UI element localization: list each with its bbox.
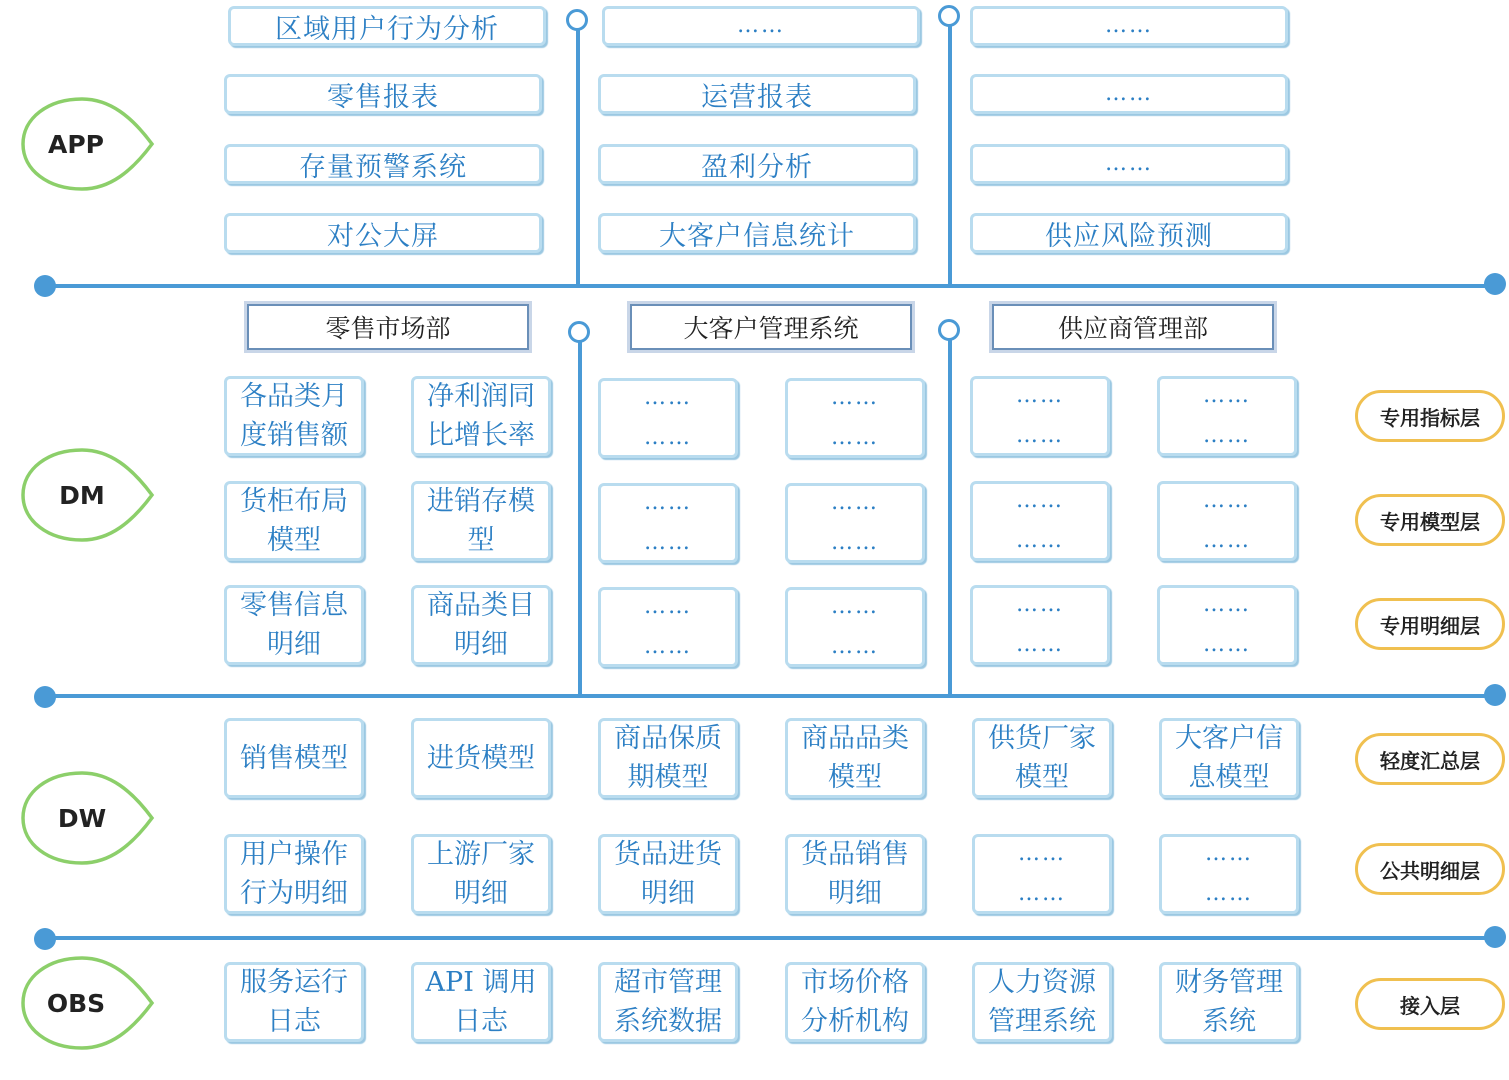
placeholder-text: ……	[644, 594, 692, 619]
dm-placeholder-box	[970, 585, 1110, 665]
dw-box: 供货厂家模型	[972, 718, 1112, 798]
separator-node	[568, 321, 590, 343]
dm-placeholder-box	[970, 376, 1110, 456]
placeholder-text: ……	[1016, 423, 1064, 448]
divider-node	[1484, 926, 1506, 948]
layer-badge-dw	[20, 770, 160, 866]
placeholder-text: ……	[831, 385, 879, 410]
app-box: 运营报表	[598, 74, 916, 114]
sublayer-label: 公共明细层	[1355, 843, 1505, 895]
divider-node	[1484, 684, 1506, 706]
dm-placeholder-box	[785, 587, 925, 667]
dw-box: 商品保质期模型	[598, 718, 738, 798]
obs-box: 财务管理系统	[1159, 962, 1299, 1042]
placeholder-text: ……	[644, 385, 692, 410]
dw-box: 上游厂家明细	[411, 834, 551, 914]
dm-separator	[948, 340, 952, 696]
app-box: ……	[970, 74, 1288, 114]
dm-box: 净利润同比增长率	[411, 376, 551, 456]
placeholder-text: ……	[1018, 881, 1066, 906]
placeholder-text: ……	[1203, 383, 1251, 408]
placeholder-text: ……	[644, 425, 692, 450]
placeholder-text: ……	[1203, 488, 1251, 513]
dm-placeholder-box	[1157, 481, 1297, 561]
obs-box: 人力资源管理系统	[972, 962, 1112, 1042]
dw-box: 货品销售明细	[785, 834, 925, 914]
dm-placeholder-box	[785, 378, 925, 458]
placeholder-text: ……	[831, 634, 879, 659]
divider-node	[34, 275, 56, 297]
placeholder-text: ……	[1016, 488, 1064, 513]
dm-placeholder-box	[598, 483, 738, 563]
placeholder-text: ……	[831, 530, 879, 555]
placeholder-text: ……	[1203, 632, 1251, 657]
separator-node	[566, 9, 588, 31]
dm-placeholder-box	[1157, 585, 1297, 665]
dw-box: 用户操作行为明细	[224, 834, 364, 914]
layer-label-obs: OBS	[46, 988, 106, 1018]
sublayer-label: 专用指标层	[1355, 390, 1505, 442]
placeholder-text: ……	[1205, 881, 1253, 906]
dm-box: 各品类月度销售额	[224, 376, 364, 456]
dw-box: 商品品类模型	[785, 718, 925, 798]
placeholder-text: ……	[831, 594, 879, 619]
placeholder-text: ……	[1203, 423, 1251, 448]
placeholder-text: ……	[1016, 528, 1064, 553]
placeholder-text: ……	[1205, 841, 1253, 866]
obs-box: 市场价格分析机构	[785, 962, 925, 1042]
dm-placeholder-box	[598, 587, 738, 667]
divider-node	[1484, 273, 1506, 295]
dw-box: 销售模型	[224, 718, 364, 798]
dm-separator	[578, 340, 582, 696]
placeholder-text: ……	[1018, 841, 1066, 866]
dm-placeholder-box	[785, 483, 925, 563]
placeholder-text: ……	[644, 530, 692, 555]
placeholder-text: ……	[831, 490, 879, 515]
dw-placeholder-box	[1159, 834, 1299, 914]
placeholder-text: ……	[1016, 632, 1064, 657]
divider-dm-dw	[44, 694, 1496, 698]
obs-box: API 调用日志	[411, 962, 551, 1042]
app-separator	[576, 26, 580, 288]
dm-box: 零售信息明细	[224, 585, 364, 665]
dm-placeholder-box	[598, 378, 738, 458]
placeholder-text: ……	[644, 490, 692, 515]
app-box: 供应风险预测	[970, 213, 1288, 253]
layer-badge-dm	[20, 447, 160, 543]
sublayer-label: 专用明细层	[1355, 598, 1505, 650]
divider-dw-obs	[44, 936, 1496, 940]
app-box: 盈利分析	[598, 144, 916, 184]
dm-placeholder-box	[1157, 376, 1297, 456]
dw-placeholder-box	[972, 834, 1112, 914]
separator-node	[938, 5, 960, 27]
layer-label-dm: DM	[59, 480, 105, 510]
divider-app-dm	[44, 284, 1496, 288]
dw-box: 货品进货明细	[598, 834, 738, 914]
department-header: 供应商管理部	[992, 304, 1274, 350]
placeholder-text: ……	[831, 425, 879, 450]
dm-box: 进销存模型	[411, 481, 551, 561]
dw-box: 进货模型	[411, 718, 551, 798]
app-box: 区域用户行为分析	[228, 6, 546, 46]
department-header: 大客户管理系统	[630, 304, 912, 350]
dm-box: 货柜布局模型	[224, 481, 364, 561]
obs-box: 超市管理系统数据	[598, 962, 738, 1042]
placeholder-text: ……	[644, 634, 692, 659]
app-box: 大客户信息统计	[598, 213, 916, 253]
layer-label-app: APP	[48, 129, 104, 159]
placeholder-text: ……	[1016, 383, 1064, 408]
department-header: 零售市场部	[247, 304, 529, 350]
placeholder-text: ……	[1016, 592, 1064, 617]
divider-node	[34, 686, 56, 708]
layer-label-dw: DW	[57, 803, 107, 833]
obs-box: 服务运行日志	[224, 962, 364, 1042]
placeholder-text: ……	[1203, 528, 1251, 553]
dm-placeholder-box	[970, 481, 1110, 561]
app-box: 对公大屏	[224, 213, 542, 253]
divider-node	[34, 928, 56, 950]
app-separator	[948, 22, 952, 288]
app-box: ……	[602, 6, 920, 46]
app-box: 存量预警系统	[224, 144, 542, 184]
dw-box: 大客户信息模型	[1159, 718, 1299, 798]
sublayer-label: 轻度汇总层	[1355, 733, 1505, 785]
sublayer-label: 接入层	[1355, 978, 1505, 1030]
layer-badge-obs	[20, 955, 160, 1051]
sublayer-label: 专用模型层	[1355, 494, 1505, 546]
app-box: 零售报表	[224, 74, 542, 114]
dm-box: 商品类目明细	[411, 585, 551, 665]
app-box: ……	[970, 144, 1288, 184]
placeholder-text: ……	[1203, 592, 1251, 617]
app-box: ……	[970, 6, 1288, 46]
separator-node	[938, 319, 960, 341]
layer-badge-app	[20, 96, 160, 192]
